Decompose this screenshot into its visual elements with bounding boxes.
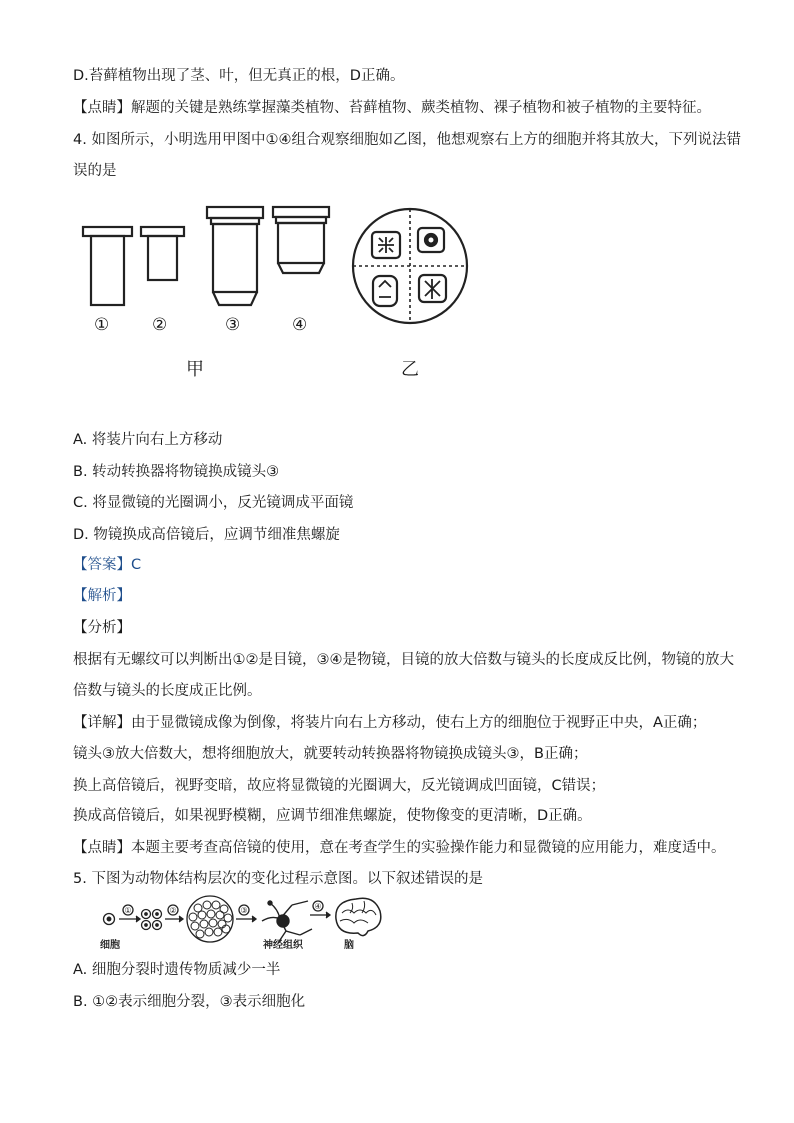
answer-text: 【答案】C	[73, 557, 142, 573]
text-line: 【点睛】本题主要考查高倍镜的使用，意在考查学生的实验操作能力和显微镜的应用能力，难度适中。	[73, 840, 726, 856]
step-2-label: ②	[169, 906, 177, 915]
option-a: A. 细胞分裂时遗传物质减少一半	[73, 962, 281, 978]
text-line: 倍数与镜头的长度成正比例。	[73, 683, 262, 699]
answer-line	[73, 555, 141, 575]
figure-caption-jia: 甲	[186, 359, 204, 380]
lens-2-label: ②	[152, 315, 168, 335]
label-brain: 脑	[344, 940, 354, 951]
option-b: B. 转动转换器将物镜换成镜头③	[73, 464, 280, 480]
text-line: 根据有无螺纹可以判断出①②是目镜，③④是物镜，目镜的放大倍数与镜头的长度成反比例，物镜的放大	[73, 652, 734, 668]
lens-1-label: ①	[94, 315, 110, 335]
analysis-heading: 【解析】	[73, 588, 131, 604]
field-of-view	[353, 209, 467, 323]
figure-caption-yi: 乙	[401, 359, 419, 380]
step-4-label: ④	[314, 902, 322, 911]
lens-3	[207, 207, 263, 305]
text-line: 【详解】由于显微镜成像为倒像，将装片向右上方移动，使右上方的细胞位于视野正中央，A正确；	[73, 715, 707, 731]
option-c: C. 将显微镜的光圈调小，反光镜调成平面镜	[73, 495, 354, 511]
label-nerve-tissue: 神经组织	[263, 940, 303, 951]
option-a: A. 将装片向右上方移动	[73, 432, 223, 448]
lens-4-label: ④	[292, 315, 308, 335]
text-line: 换上高倍镜后，视野变暗，故应将显微镜的光圈调大，反光镜调成凹面镜，C错误；	[73, 778, 606, 794]
step-1-label: ①	[124, 906, 132, 915]
option-d: D. 物镜换成高倍镜后，应调节细准焦螺旋	[73, 527, 340, 543]
lens-2	[141, 227, 184, 280]
question-4-stem: 误的是	[73, 163, 117, 179]
figure-structure-levels	[0, 893, 794, 953]
label-cell: 细胞	[100, 940, 120, 951]
lens-1	[83, 227, 132, 305]
lens-4	[273, 207, 329, 273]
option-b: B. ①②表示细胞分裂，③表示细胞化	[73, 994, 306, 1010]
step-3-label: ③	[240, 906, 248, 915]
text-line: 镜头③放大倍数大，想将细胞放大，就要转动转换器将物镜换成镜头③，B正确；	[73, 746, 588, 762]
text-line: 换成高倍镜后，如果视野模糊，应调节细准焦螺旋，使物像变的更清晰，D正确。	[73, 808, 592, 824]
figure-microscope	[0, 195, 794, 395]
question-4-stem: 4. 如图所示，小明选用甲图中①④组合观察细胞如乙图，他想观察右上方的细胞并将其放大，下列说法错	[73, 132, 741, 148]
analysis-subheading: 【分析】	[73, 620, 131, 636]
text-line: D.苔藓植物出现了茎、叶，但无真正的根，D正确。	[73, 68, 405, 84]
figure-microscope-svg	[0, 195, 794, 395]
question-5-stem: 5. 下图为动物体结构层次的变化过程示意图。以下叙述错误的是	[73, 871, 483, 887]
figure-structure-levels-svg	[0, 893, 794, 953]
lens-3-label: ③	[225, 315, 241, 335]
text-line: 【点睛】解题的关键是熟练掌握藻类植物、苔藓植物、蕨类植物、裸子植物和被子植物的主要特征。	[73, 100, 711, 116]
